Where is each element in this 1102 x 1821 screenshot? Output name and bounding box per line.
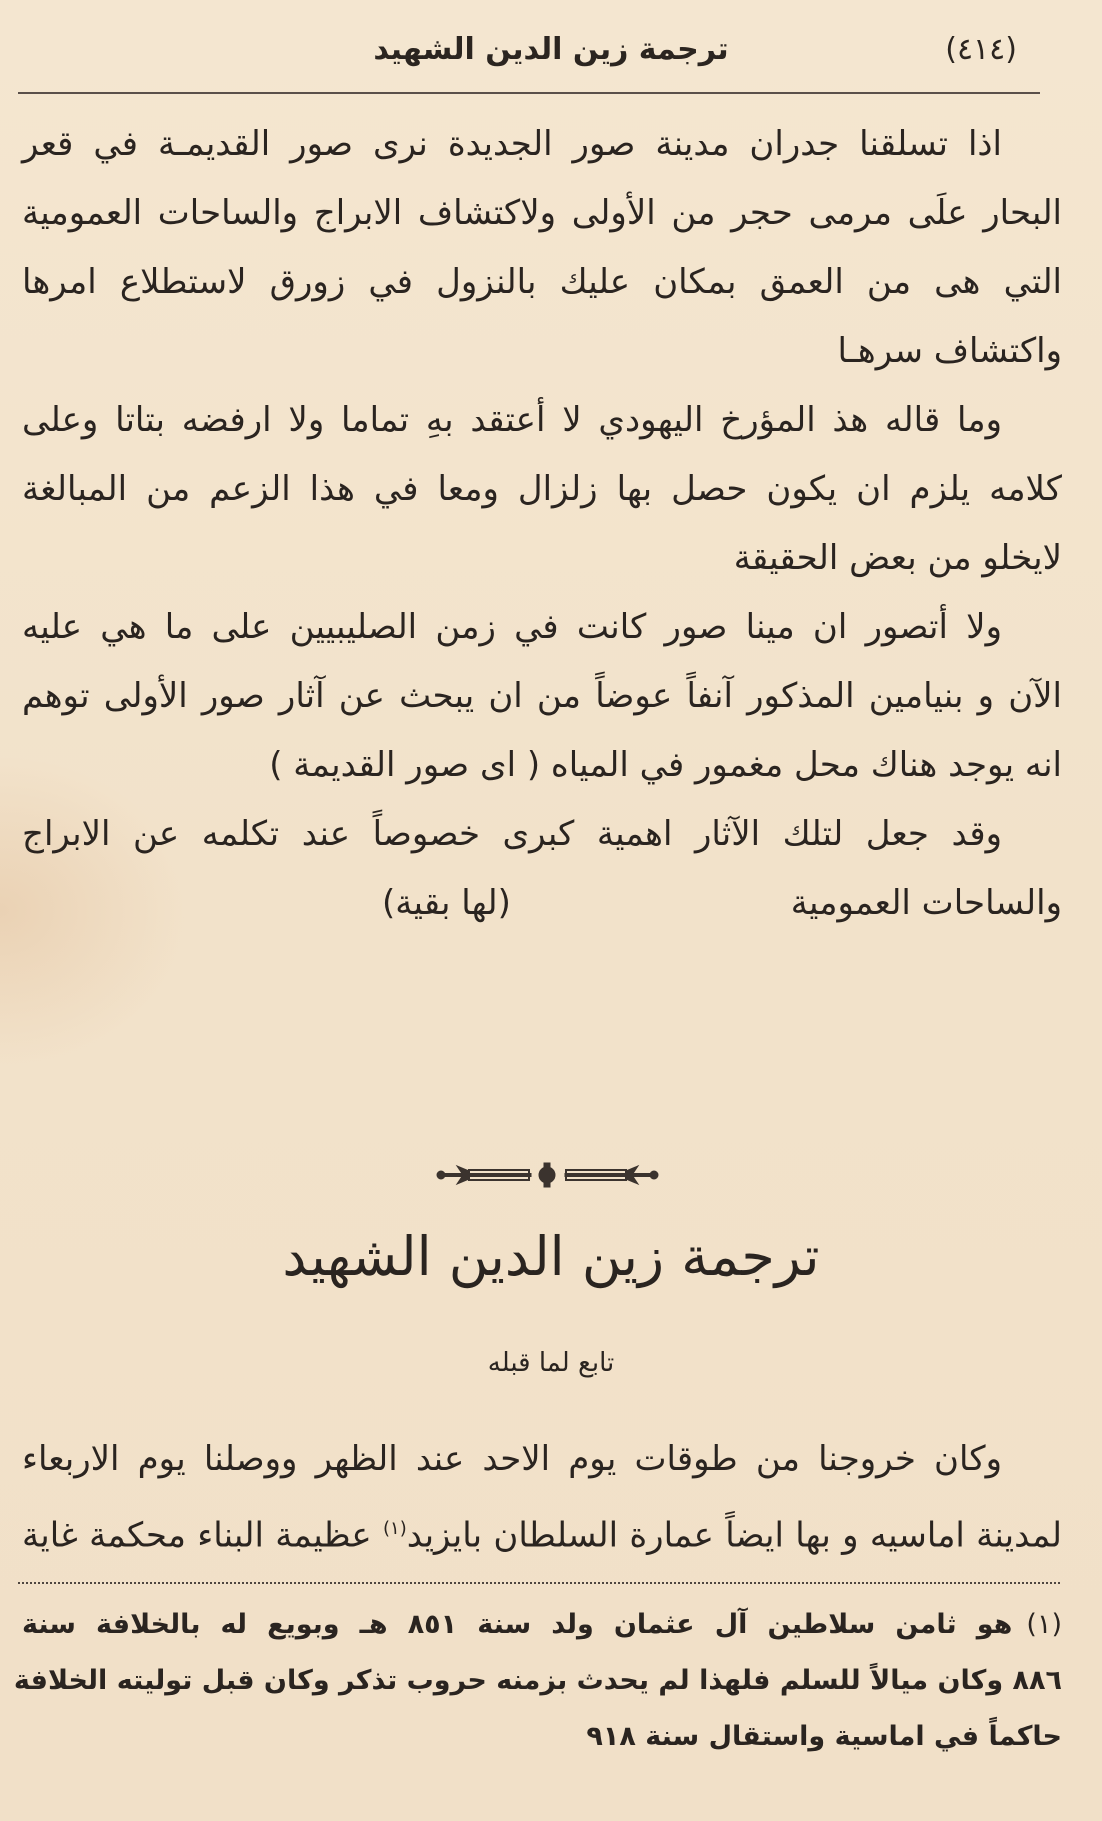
paragraph: [22, 1425, 1062, 1563]
text-line: الآن و بنيامين المذكور آنفاً عوضاً من ان يبحث عن آثار صور الأولى توهم: [22, 676, 1062, 716]
text-line: وكان خروجنا من طوقات يوم الاحد عند الظهر ووصلنا يوم الاربعاء: [22, 1439, 1002, 1479]
footnote-line: حاكماً في اماسية واستقال سنة ٩١٨: [586, 1721, 1062, 1752]
section-title: ترجمة زين الدين الشهيد: [282, 1225, 820, 1288]
section-subtitle: تابع لما قبله: [487, 1348, 615, 1378]
paragraph: [22, 110, 1062, 386]
paragraph: [22, 800, 1062, 938]
running-title: ترجمة زين الدين الشهيد: [373, 31, 729, 67]
footnote-reference[interactable]: (١): [382, 1518, 407, 1539]
paragraph: [22, 593, 1062, 800]
page-number: (٤١٤): [945, 31, 1017, 67]
section-1-body: [22, 110, 1062, 938]
footnote-text: هو ثامن سلاطين آل عثمان ولد سنة ٨٥١ هـ وبويع له بالخلافة سنة: [22, 1609, 1013, 1640]
header-rule: [18, 92, 1040, 94]
footnotes: [13, 1597, 1062, 1765]
footnote-line: ٨٨٦ وكان ميالاً للسلم فلهذا لم يحدث بزمنه حروب تذكر وكان قبل توليته الخلافة: [13, 1665, 1062, 1696]
footnote-separator: [18, 1582, 1060, 1584]
text-line: وقد جعل لتلك الآثار اهمية كبرى خصوصاً عند تكلمه عن الابراج: [22, 814, 1002, 854]
text-line: انه يوجد هناك محل مغمور في المياه ( اى صور القديمة ): [269, 745, 1062, 785]
text-line: واكتشاف سرهـا: [837, 331, 1062, 371]
running-header: [45, 24, 1057, 74]
text-line-content: والساحات العمومية: [790, 883, 1062, 923]
decorative-divider-ornament-icon: [435, 1160, 660, 1190]
text-line: التي هى من العمق بمكان عليك بالنزول في زورق لاستطلاع امرها: [22, 262, 1062, 302]
text-line: ولا أتصور ان مينا صور كانت في زمن الصليبيين على ما هي عليه: [22, 607, 1002, 647]
paragraph: [22, 386, 1062, 593]
text-line: كلامه يلزم ان يكون حصل بها زلزال ومعا في هذا الزعم من المبالغة: [22, 469, 1062, 509]
text-line: البحار علَى مرمى حجر من الأولى ولاكتشاف الابراج والساحات العمومية: [22, 193, 1062, 233]
text-line-part: لمدينة اماسيه و بها ايضاً عمارة السلطان بايزيد: [406, 1515, 1062, 1556]
footnote-marker: (١): [1026, 1609, 1062, 1640]
text-line-part: عظيمة البناء محكمة غاية: [22, 1515, 372, 1556]
footnote-line: [22, 1597, 1062, 1653]
text-line: لايخلو من بعض الحقيقة: [733, 538, 1062, 578]
text-line: [22, 1494, 1062, 1563]
text-line: اذا تسلقنا جدران مدينة صور الجديدة نرى صور القديمـة في قعر: [22, 124, 1002, 164]
text-line: وما قاله هذ المؤرخ اليهودي لا أعتقد بهِ تماما ولا ارفضه بتاتا وعلى: [22, 400, 1002, 440]
section-2-body: [22, 1425, 1062, 1563]
continued-note: (لها بقية): [382, 883, 511, 923]
text-line: [22, 869, 1062, 938]
